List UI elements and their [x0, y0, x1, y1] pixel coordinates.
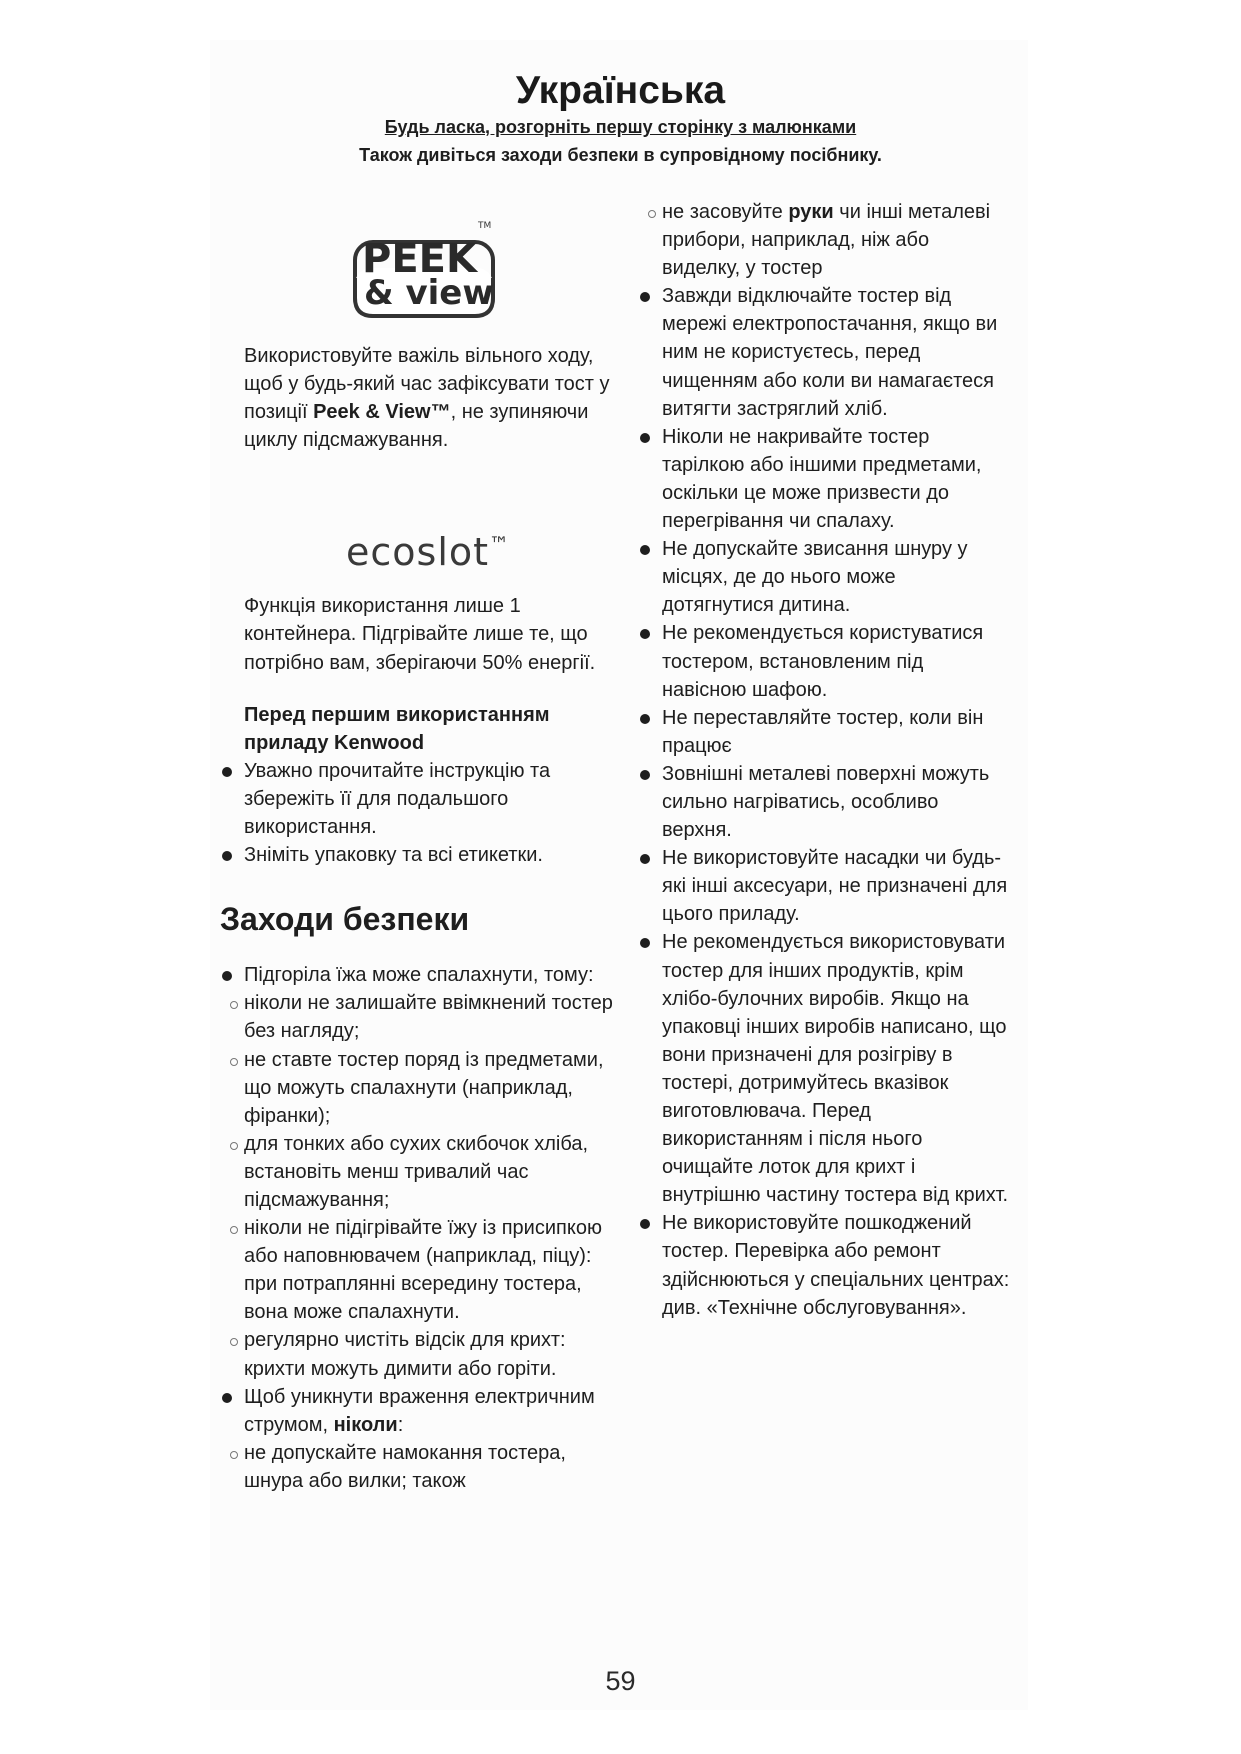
list-item: Підгоріла їжа може спалахнути, тому: — [244, 961, 614, 989]
right-column — [662, 198, 1012, 1322]
peek-text: PEEK — [362, 236, 477, 282]
list-item: Не переставляйте тостер, коли він працює — [662, 704, 1012, 760]
peek-tm: TM — [478, 221, 492, 231]
sub-list-item: не ставте тостер поряд із предметами, що можуть спалахнути (наприклад, фіранки); — [244, 1046, 614, 1130]
list-item: Не рекомендується користуватися тостером, встановленим під навісною шафою. — [662, 619, 1012, 703]
page-number: 59 — [605, 1666, 636, 1696]
page-title: Українська — [515, 69, 726, 112]
ecoslot-tm: ™ — [489, 532, 511, 556]
sub-list-item: не засовуйте руки чи інші металеві прибори, наприклад, ніж або виделку, у тостер — [662, 198, 1012, 282]
sub-list-item: регулярно чистіть відсік для крихт: крихти можуть димити або горіти. — [244, 1326, 614, 1382]
sub-list-item: не допускайте намокання тостера, шнура або вилки; також — [244, 1439, 614, 1495]
list-item: Не використовуйте насадки чи будь-які інші аксесуари, не призначені для цього приладу. — [662, 844, 1012, 928]
ecoslot-description: Функція використання лише 1 контейнера. Підгрівайте лише те, що потрібно вам, зберігаючи 50% енергії. — [244, 595, 596, 674]
list-item: Щоб уникнути враження електричним струмом, ніколи: — [244, 1383, 614, 1439]
list-item: Не використовуйте пошкоджений тостер. Перевірка або ремонт здійснюються у спеціальних центрах: див. «Технічне обслуговування». — [662, 1209, 1012, 1321]
subtitle: Будь ласка, розгорніть першу сторінку з малюнками — [384, 117, 857, 137]
safety-list-left — [244, 961, 614, 1495]
list-item: Не рекомендується використовувати тостер для інших продуктів, крім хлібо-булочних виробів. Якщо на упаковці інших виробів написано, що вони призначені для розігріву в тостері, дотримуйтесь вказівок виготовлювача. Перед використанням і після нього очищайте лоток для крихт і внутрішню частину тостера від крихт. — [662, 928, 1012, 1209]
sub-list-item: ніколи не підігрівайте їжу із присипкою або наповнювачем (наприклад, піцу): при потраплянні всередину тостера, вона може спалахнути. — [244, 1214, 614, 1326]
list-item: Уважно прочитайте інструкцію та збережіть її для подальшого використання. — [244, 757, 614, 841]
list-item: Не допускайте звисання шнуру у місцях, де до нього може дотягнутися дитина. — [662, 535, 1012, 619]
peek-view-description: Використовуйте важіль вільного ходу, щоб у будь-який час зафіксувати тост у позиції Peek & View™, не зупиняючи циклу підсмажування. — [244, 345, 610, 452]
safety-list-right — [662, 198, 1012, 1322]
list-item: Завжди відключайте тостер від мережі електропостачання, якщо ви ним не користуєтесь, перед чищенням або коли ви намагаєтеся витягти застряглий хліб. — [662, 282, 1012, 422]
before-first-use-list — [244, 757, 614, 869]
list-item: Зніміть упаковку та всі етикетки. — [244, 841, 614, 869]
peek-and-view-logo — [352, 208, 502, 320]
safety-note: Також дивіться заходи безпеки в супровідному посібнику. — [359, 145, 882, 165]
ecoslot-text: ecoslot — [346, 530, 490, 574]
header — [0, 68, 1241, 170]
sub-list-item: для тонких або сухих скибочок хліба, встановіть менш тривалий час підсмажування; — [244, 1130, 614, 1214]
before-first-use-heading: Перед першим використанням приладу Kenwood — [244, 703, 550, 754]
left-column — [220, 342, 614, 1495]
safety-heading: Заходи безпеки — [220, 901, 470, 938]
list-item: Ніколи не накривайте тостер тарілкою або іншими предметами, оскільки це може призвести до перегрівання чи спалаху. — [662, 423, 1012, 535]
view-text: & view — [364, 273, 494, 313]
sub-list-item: ніколи не залишайте ввімкнений тостер без нагляду; — [244, 989, 614, 1045]
list-item: Зовнішні металеві поверхні можуть сильно нагріватись, особливо верхня. — [662, 760, 1012, 844]
